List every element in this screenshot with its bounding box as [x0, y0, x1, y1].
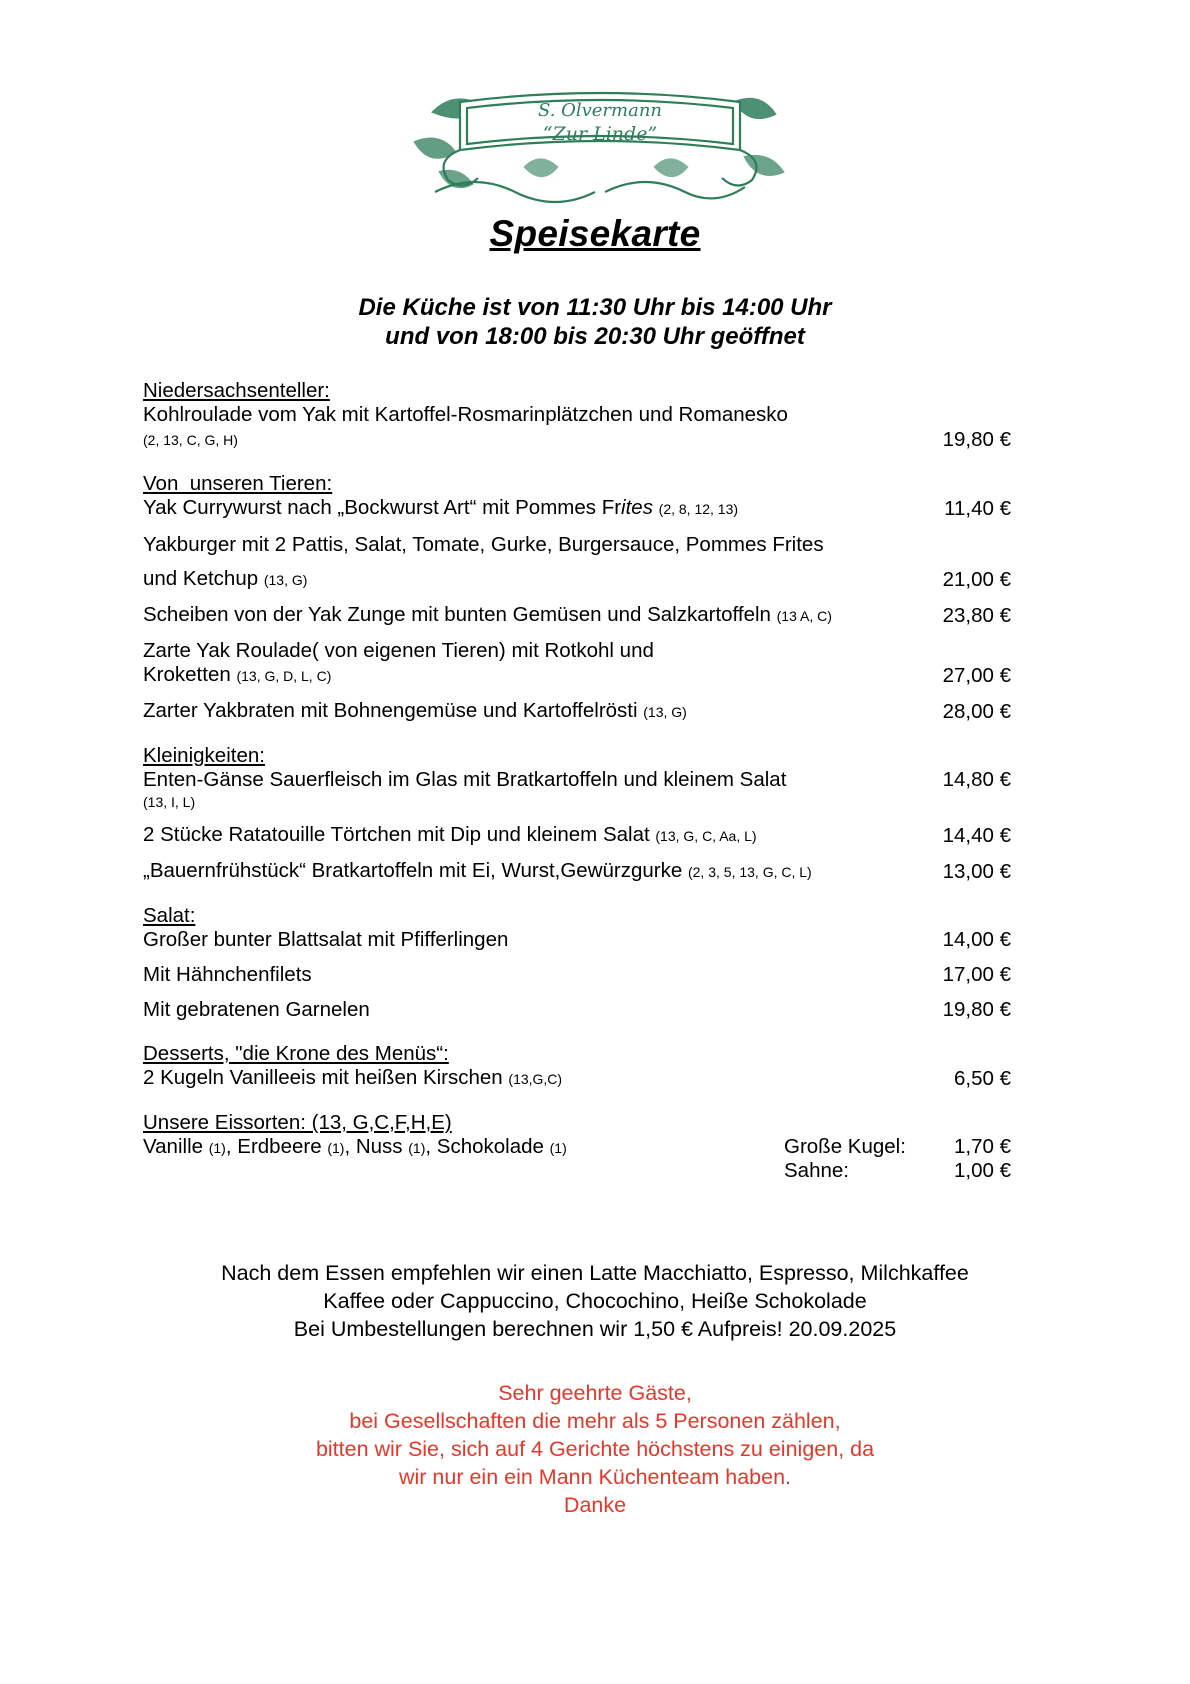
cream-price: 1,00 €	[954, 1159, 1011, 1182]
coffee-line1: Nach dem Essen empfehlen wir einen Latte Macchiatto, Espresso, Milchkaffee	[221, 1261, 969, 1285]
ice-cream-row	[143, 1159, 1019, 1183]
opening-hours-line2: und von 18:00 bis 20:30 Uhr geöffnet	[385, 323, 805, 350]
price: 14,80 €	[942, 768, 1011, 791]
item-text: „Bauernfrühstück“ Bratkartoffeln mit Ei, Wurst,Gewürzgurke	[143, 859, 683, 882]
notice-line1: Sehr geehrte Gäste,	[498, 1381, 692, 1405]
allergens: (2, 8, 12, 13)	[658, 501, 739, 517]
allergens: (13, I, L)	[143, 794, 196, 810]
allergens: (13, G, C, Aa, L)	[655, 828, 757, 844]
menu-item-text: Kohlroulade vom Yak mit Kartoffel-Rosmarinplätzchen und Romanesko	[143, 403, 788, 426]
section-tiere	[143, 472, 1019, 724]
allergens: (13, G)	[263, 572, 308, 588]
section-title: Niedersachsenteller:	[143, 379, 330, 402]
price: 19,80 €	[942, 998, 1011, 1021]
group-notice	[0, 1379, 1190, 1519]
menu-item	[143, 496, 1019, 521]
section-salat	[143, 904, 1019, 1022]
allergens: (13,G,C)	[508, 1071, 563, 1087]
price: 17,00 €	[942, 963, 1011, 986]
flavor-erdbeere: Erdbeere (1),	[237, 1135, 351, 1158]
coffee-line3: Bei Umbestellungen berechnen wir 1,50 € Aufpreis! 20.09.2025	[293, 1317, 897, 1341]
section-desserts	[143, 1042, 1019, 1091]
item-text: Zarter Yakbraten mit Bohnengemüse und Kartoffelrösti	[143, 699, 638, 722]
menu-item	[143, 998, 1019, 1022]
flavor-nuss: Nuss (1),	[355, 1135, 432, 1158]
item-text: 2 Stücke Ratatouille Törtchen mit Dip und kleinem Salat	[143, 823, 650, 846]
item-text: und Ketchup	[143, 567, 259, 590]
item-text: Großer bunter Blattsalat mit Pfifferlingen	[143, 928, 509, 951]
allergens: (2, 3, 5, 13, G, C, L)	[687, 864, 812, 880]
restaurant-logo	[405, 72, 793, 210]
menu-item	[143, 963, 1019, 987]
logo-subname: “Zur Linde”	[542, 123, 658, 145]
price: 21,00 €	[942, 568, 1011, 591]
ice-price: 1,70 €	[954, 1135, 1011, 1158]
section-eissorten	[143, 1111, 1019, 1183]
allergens: (13 A, C)	[776, 608, 832, 624]
menu-item	[143, 859, 1019, 884]
ice-flavors-row	[143, 1135, 1019, 1159]
menu-item	[143, 663, 1019, 688]
allergens: (2, 13, C, G, H)	[143, 432, 238, 448]
ice-price-label: Große Kugel:	[784, 1135, 906, 1158]
cream-price-label: Sahne:	[784, 1159, 849, 1182]
notice-line2: bei Gesellschaften die mehr als 5 Personen zählen,	[349, 1409, 841, 1433]
menu-item-line1: Yakburger mit 2 Pattis, Salat, Tomate, Gurke, Burgersauce, Pommes Frites	[143, 533, 824, 556]
logo-banner-graphic	[405, 72, 793, 210]
menu-item	[143, 928, 1019, 952]
price: 6,50 €	[954, 1067, 1011, 1090]
section-niedersachsenteller	[143, 379, 1019, 452]
section-title: Kleinigkeiten:	[143, 744, 265, 767]
menu-item	[143, 427, 1019, 452]
logo-name: S. Olvermann	[537, 100, 663, 121]
section-title: Desserts, "die Krone des Menüs“:	[143, 1042, 449, 1065]
price: 28,00 €	[942, 700, 1011, 723]
price: 11,40 €	[944, 497, 1011, 520]
section-kleinigkeiten	[143, 744, 1019, 884]
price: 14,40 €	[942, 824, 1011, 847]
section-title: Salat:	[143, 904, 196, 927]
page-title: Speisekarte	[489, 213, 701, 254]
menu-item	[143, 768, 1019, 792]
menu-list	[143, 379, 1019, 1203]
item-text: Mit gebratenen Garnelen	[143, 998, 370, 1021]
item-text: Kroketten	[143, 663, 231, 686]
menu-item	[143, 567, 1019, 592]
coffee-info	[0, 1259, 1190, 1343]
price: 27,00 €	[942, 664, 1011, 687]
flavor-vanille: Vanille (1),	[143, 1135, 232, 1158]
menu-item	[143, 1066, 1019, 1091]
price: 19,80 €	[942, 428, 1011, 451]
flavor-schokolade: Schokolade (1)	[436, 1135, 567, 1158]
item-text-italic: ites	[621, 496, 653, 519]
notice-line4: wir nur ein ein Mann Küchenteam haben.	[398, 1465, 792, 1489]
notice-line5: Danke	[563, 1493, 627, 1517]
price: 14,00 €	[942, 928, 1011, 951]
opening-hours-line1: Die Küche ist von 11:30 Uhr bis 14:00 Uhr	[358, 294, 832, 321]
notice-line3: bitten wir Sie, sich auf 4 Gerichte höchstens zu einigen, da	[315, 1437, 875, 1461]
menu-item	[143, 823, 1019, 848]
allergens: (13, G, D, L, C)	[236, 668, 332, 684]
item-text: 2 Kugeln Vanilleeis mit heißen Kirschen	[143, 1066, 503, 1089]
coffee-line2: Kaffee oder Cappuccino, Chocochino, Heiße Schokolade	[323, 1289, 867, 1313]
menu-item-line1: Zarte Yak Roulade( von eigenen Tieren) mit Rotkohl und	[143, 639, 654, 662]
price: 23,80 €	[942, 604, 1011, 627]
section-title: Unsere Eissorten: (13, G,C,F,H,E)	[143, 1111, 452, 1134]
item-text: Scheiben von der Yak Zunge mit bunten Gemüsen und Salzkartoffeln	[143, 603, 771, 626]
allergens: (13, G)	[643, 704, 687, 720]
item-text: Mit Hähnchenfilets	[143, 963, 312, 986]
menu-item	[143, 603, 1019, 628]
item-text: Yak Currywurst nach „Bockwurst Art“ mit Pommes Fr	[143, 496, 622, 519]
price: 13,00 €	[942, 860, 1011, 883]
item-text: Enten-Gänse Sauerfleisch im Glas mit Bratkartoffeln und kleinem Salat	[143, 768, 787, 791]
section-title: Von unseren Tieren:	[143, 472, 333, 495]
menu-item	[143, 699, 1019, 724]
